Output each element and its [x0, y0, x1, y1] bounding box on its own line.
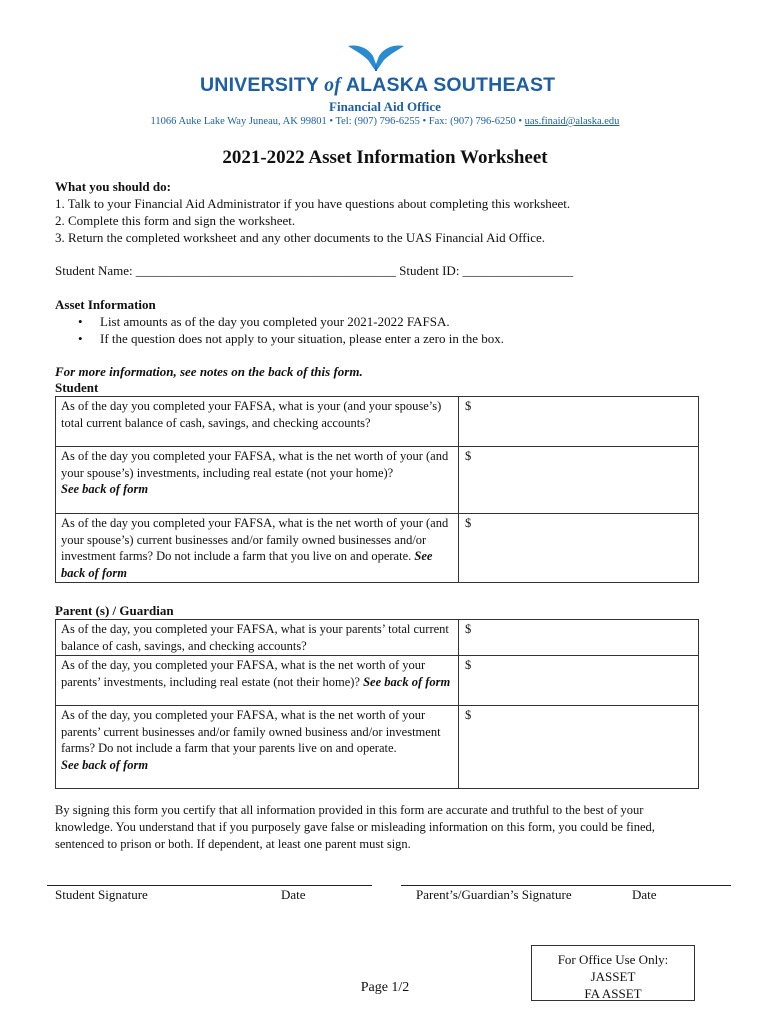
see-back-note: See back of form [363, 674, 451, 689]
question-text: As of the day you completed your FAFSA, what is the net worth of your (and your spouse’s) investments, including real estate (not your home)? [61, 449, 449, 480]
answer-cell[interactable] [459, 706, 699, 789]
parent-signature-label: Parent’s/Guardian’s Signature [416, 887, 572, 902]
question-cell [56, 397, 459, 447]
office-address [0, 116, 770, 127]
asset-info-heading: Asset Information [55, 297, 156, 312]
page-number: Page 1/2 [360, 980, 410, 995]
logo-text-university: UNIVERSITY [200, 74, 319, 96]
dollar-sign: $ [465, 622, 472, 636]
answer-cell[interactable] [459, 620, 699, 656]
certification-statement: By signing this form you certify that all information provided in this form are accurate and truthful to the best of your knowledge. You understand that if you purposely gave false or misleading information on this form, you could be fined, sentenced to prison or both. If dependent, at least one parent must sign. [55, 803, 655, 851]
student-section-label: Student [55, 380, 99, 395]
instruction-step: 2. Complete this form and sign the worksheet. [55, 213, 296, 228]
asset-info-bullet [78, 314, 450, 330]
answer-cell[interactable] [459, 397, 699, 447]
instruction-step: 3. Return the completed worksheet and any other documents to the UAS Financial Aid Office. [55, 230, 546, 245]
bullet-icon: • [78, 331, 83, 346]
email-link[interactable]: uas.finaid@alaska.edu [524, 116, 620, 127]
student-signature-line[interactable] [47, 885, 372, 886]
logo-wordmark [200, 74, 556, 97]
answer-cell[interactable] [459, 514, 699, 583]
bullet-text: If the question does not apply to your situation, please enter a zero in the box. [100, 331, 504, 346]
question-text: As of the day, you completed your FAFSA, what is your parents’ total current balance of cash, savings, and checking accounts? [61, 622, 449, 653]
see-back-note: See back of form [61, 549, 433, 580]
question-cell [56, 620, 459, 656]
table-row [56, 397, 699, 447]
table-row [56, 620, 699, 656]
asset-info-bullet [78, 331, 504, 347]
student-signature-label: Student Signature [55, 887, 148, 902]
instructions-heading: What you should do: [55, 179, 171, 194]
more-info-note: For more information, see notes on the back of this form. [55, 364, 363, 379]
question-cell [56, 514, 459, 583]
logo-text-alaska: ALASKA SOUTHEAST [345, 74, 556, 96]
parent-date-label: Date [632, 887, 657, 902]
table-row [56, 706, 699, 789]
logo-text-of: of [324, 75, 341, 96]
answer-cell[interactable] [459, 447, 699, 514]
address-text: 11066 Auke Lake Way Juneau, AK 99801 • Tel: (907) 796-6255 • Fax: (907) 796-6250 • [150, 116, 522, 127]
office-use-label: For Office Use Only: [557, 952, 669, 967]
table-row [56, 514, 699, 583]
bullet-icon: • [78, 314, 83, 329]
page-title: 2021-2022 Asset Information Worksheet [222, 147, 548, 168]
see-back-note: See back of form [61, 757, 149, 772]
whale-tail-icon [346, 42, 406, 72]
bullet-text: List amounts as of the day you completed your 2021-2022 FAFSA. [100, 314, 450, 329]
dollar-sign: $ [465, 516, 472, 530]
question-text: As of the day, you completed your FAFSA, what is the net worth of your parents’ investments, including real estate (not their home)? [61, 658, 426, 689]
question-cell [56, 447, 459, 514]
parent-asset-table [55, 619, 699, 789]
answer-cell[interactable] [459, 656, 699, 706]
dollar-sign: $ [465, 449, 472, 463]
question-cell [56, 706, 459, 789]
office-use-code: FA ASSET [584, 986, 642, 1001]
table-row [56, 656, 699, 706]
see-back-note: See back of form [61, 482, 149, 496]
office-name: Financial Aid Office [329, 99, 441, 114]
question-text: As of the day you completed your FAFSA, what is your (and your spouse’s) total current balance of cash, savings, and checking accounts? [61, 399, 442, 430]
instruction-step: 1. Talk to your Financial Aid Administrator if you have questions about completing this worksheet. [55, 196, 571, 211]
table-row [56, 447, 699, 514]
office-use-code: JASSET [590, 969, 636, 984]
office-use-box [531, 945, 695, 1001]
dollar-sign: $ [465, 658, 472, 672]
dollar-sign: $ [465, 708, 472, 722]
parent-signature-line[interactable] [401, 885, 731, 886]
student-asset-table [55, 396, 699, 583]
university-logo [200, 42, 556, 100]
dollar-sign: $ [465, 399, 472, 413]
parent-section-label: Parent (s) / Guardian [55, 603, 174, 618]
student-name-id-line[interactable]: Student Name: ________________________________________ Student ID: _________________ [55, 263, 574, 278]
question-cell [56, 656, 459, 706]
question-text: As of the day, you completed your FAFSA, what is the net worth of your parents’ current businesses and/or family owned business and/or investment farms? Do not include a farm that your parents live on and operate. [61, 708, 441, 755]
student-date-label: Date [281, 887, 306, 902]
question-text: As of the day you completed your FAFSA, what is the net worth of your (and your spouse’s) current businesses and/or family owned businesses and/or investment farms? Do not include a farm that you live on and operate. [61, 516, 449, 563]
